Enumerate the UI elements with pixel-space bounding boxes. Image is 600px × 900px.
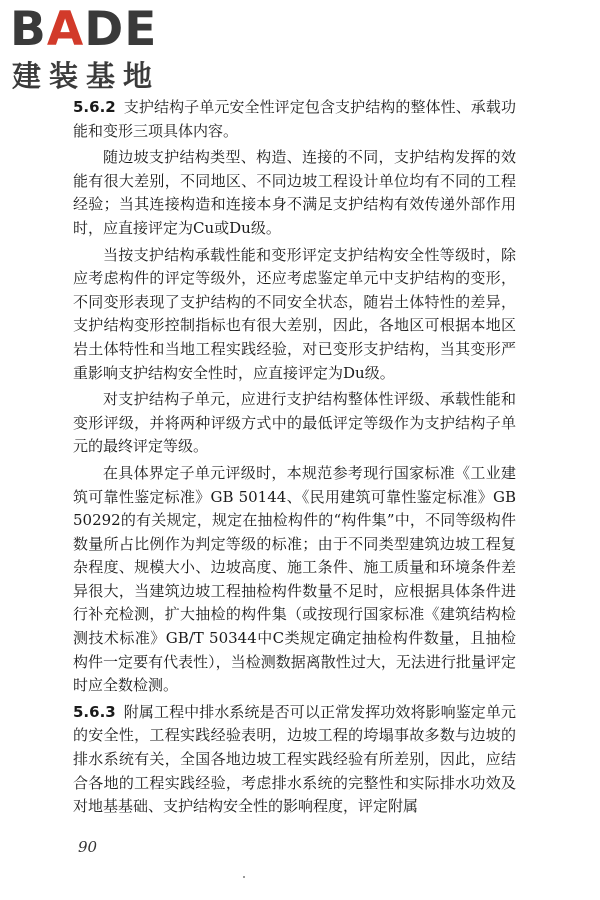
logo-letter-b: B (10, 2, 47, 57)
paragraph-text: 在具体界定子单元评级时，本规范参考现行国家标准《工业建筑可靠性鉴定标准》GB 50144、《民用建筑可靠性鉴定标准》GB 50292的有关规定，规定在抽检构件的“构件集”中，不同等级构件数量所占比例作为判定等级的标准；由于不同类型建筑边坡工程复杂程度、规模大小、边坡高度、施工条件、施工质量和环境条件差异很大，当建筑边坡工程抽检构件数量不足时，应根据具体条件进行补充检测，扩大抽检的构件集（或按现行国家标准《建筑结构检测技术标准》GB/T 50344中C类规定确定抽检构件数量，且抽检构件一定要有代表性），当检测数据离散性过大，无法进行批量评定时应全数检测。 (73, 463, 516, 695)
clause-number: 5.6.2 (73, 98, 116, 116)
document-body (73, 96, 516, 822)
paragraph-text: 当按支护结构承载性能和变形评定支护结构安全性等级时，除应考虑构件的评定等级外，还应考虑鉴定单元中支护结构的变形，不同变形表现了支护结构的不同安全状态，随岩土体特性的差异，支护结构变形控制指标也有很大差别，因此，各地区可根据本地区岩土体特性和当地工程实践经验，对已变形支护结构，当其变形严重影响支护结构安全性时，应直接评定为Du级。 (73, 245, 516, 382)
paragraph-text: 随边坡支护结构类型、构造、连接的不同，支护结构发挥的效能有很大差别，不同地区、不同边坡工程设计单位均有不同的工程经验；当其连接构造和连接本身不满足支护结构有效传递外部作用时，应直接评定为Cu或Du级。 (73, 148, 516, 237)
bade-logo (10, 4, 180, 96)
logo-wordmark (10, 4, 157, 56)
scan-speck (243, 876, 245, 878)
paragraph-text: 支护结构子单元安全性评定包含支护结构的整体性、承载功能和变形三项具体内容。 (73, 98, 516, 140)
page-number: 90 (78, 838, 98, 856)
clause-paragraph (73, 96, 516, 143)
body-paragraph (73, 146, 516, 240)
clause-number: 5.6.3 (73, 702, 116, 721)
paragraph-text: 对支护结构子单元，应进行支护结构整体性评级、承载性能和变形评级，并将两种评级方式中的最低评定等级作为支护结构子单元的最终评定等级。 (73, 390, 516, 456)
logo-subtitle: 建装基地 (12, 59, 161, 93)
clause-paragraph (73, 701, 516, 819)
body-paragraph (73, 244, 516, 386)
body-paragraph (73, 388, 516, 459)
paragraph-text: 附属工程中排水系统是否可以正常发挥功效将影响鉴定单元的安全性，工程实践经验表明，边坡工程的垮塌事故多数与边坡的排水系统有关，全国各地边坡工程实践经验有所差别，因此，应结合各地的工程实践经验，考虑排水系统的完整性和实际排水功效及对地基基础、支护结构安全性的影响程度，评定附属 (73, 702, 516, 816)
body-paragraph (73, 462, 516, 698)
logo-letter-a-accent: A (46, 2, 85, 57)
logo-letters-de: DE (84, 2, 158, 57)
